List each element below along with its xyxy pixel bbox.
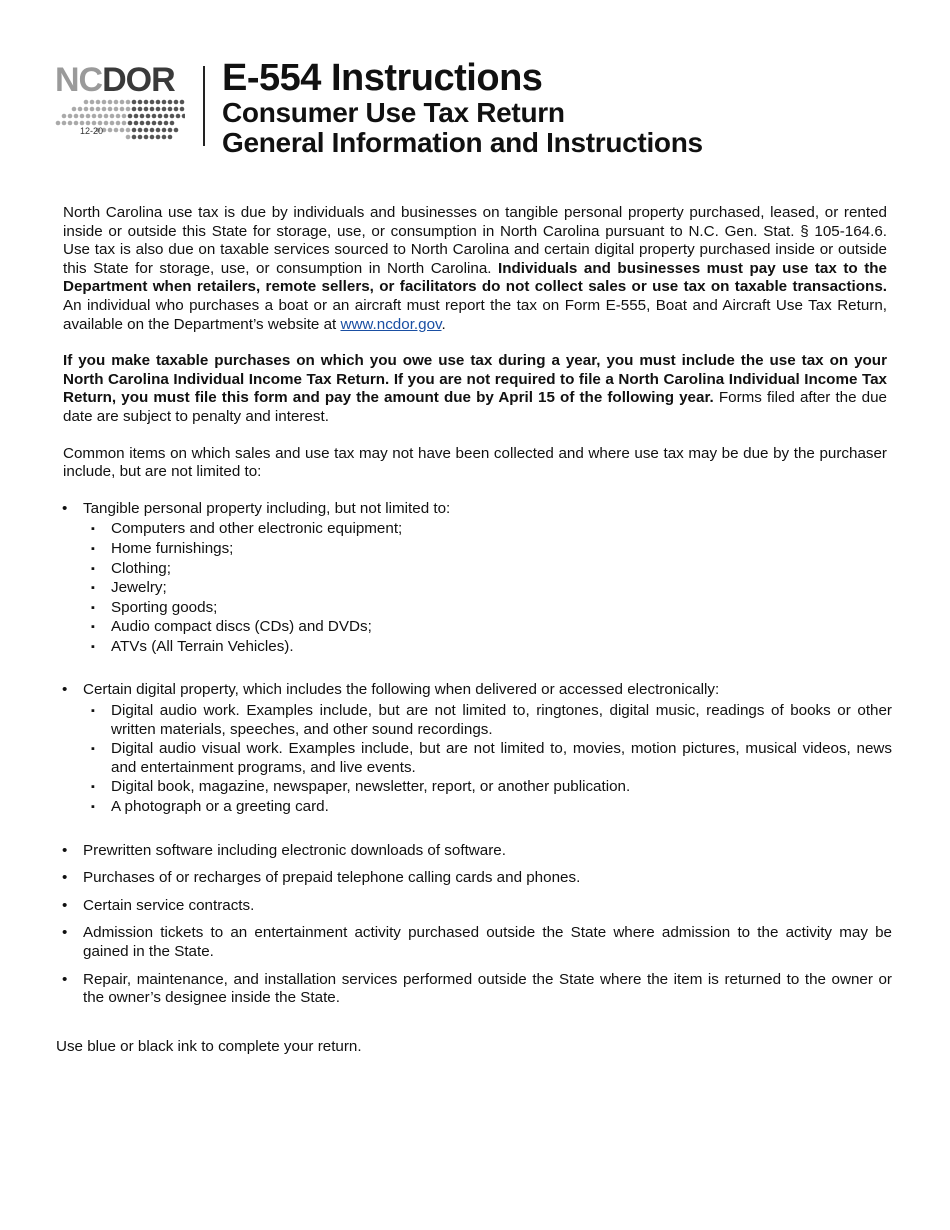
logo-dot [152,114,157,119]
sub-list-item: ▪ Computers and other electronic equipment; [83,520,892,539]
logo-dot [158,121,163,126]
logo-dot [156,107,161,112]
form-subtitle: Consumer Use Tax Return [222,97,565,128]
title-block [222,58,703,158]
logo-dot [138,135,143,140]
list-item: • Repair, maintenance, and installation services performed outside the State where the item is returned to the owner or the owner’s designee inside the State. [62,971,892,1008]
logo-dot [132,128,137,133]
logo-dot [102,100,107,105]
logo-dot [162,107,167,112]
logo-dot [132,107,137,112]
intro-end: . [441,315,446,333]
list-item-tangible [62,500,892,657]
logo-nc: NC [55,61,103,99]
logo-dot [138,107,143,112]
list-item: • Prewritten software including electronic downloads of software. [62,842,892,861]
logo-dot [126,135,131,140]
logo-dot [120,128,125,133]
logo-dot [104,114,109,119]
logo-dot [110,121,115,126]
logo-dot [182,114,185,119]
list-item: • Purchases of or recharges of prepaid telephone calling cards and phones. [62,869,892,888]
logo-dot [102,107,107,112]
logo-dot [168,128,173,133]
logo-dot [120,107,125,112]
logo-dot [164,121,169,126]
intro-text: North Carolina use tax is due by individuals and businesses on tangible personal property purchased, leased, or rented inside or outside this State for storage, use, or consumption in North Carolina pursuant to N.C. Gen. Stat. § 105-164.6. Use tax is also due on taxable services sourced to North Carolina and certain digital property purchased inside or outside this State for storage, use, or consumption in North Carolina. [63,204,887,277]
instructions-body [63,204,892,1017]
logo-dot [150,128,155,133]
logo-dot [86,114,91,119]
logo-dot [140,114,145,119]
logo-dot [114,100,119,105]
logo-dot [180,107,185,112]
logo-dot [156,100,161,105]
logo-dot [144,107,149,112]
logo-dot [98,121,103,126]
logo-dot [170,121,175,126]
logo-dot [56,121,61,126]
logo-dot [150,107,155,112]
logo-dot [116,114,121,119]
logo-dot [122,121,127,126]
sub-list-item: ▪ Digital book, magazine, newspaper, newsletter, report, or another publication. [83,778,892,797]
list-item-digital [62,681,892,816]
logo-dot [62,114,67,119]
logo-dot [156,128,161,133]
logo-dot [168,100,173,105]
sub-list-item: ▪ A photograph or a greeting card. [83,798,892,817]
ink-instruction: Use blue or black ink to complete your return. [56,1038,362,1055]
logo-dot [162,100,167,105]
logo-dot [138,100,143,105]
logo-dot [68,121,73,126]
logo-dot [158,114,163,119]
logo-dot [114,128,119,133]
logo-dot [146,114,151,119]
logo-dot [162,128,167,133]
logo-dot [132,100,137,105]
logo-dot [80,114,85,119]
sub-list-item: ▪ Clothing; [83,560,892,579]
logo-dot [108,107,113,112]
logo-dot [150,100,155,105]
logo-dot [108,128,113,133]
digital-sublist [83,702,892,817]
logo-dot [72,107,77,112]
logo-dot [96,107,101,112]
logo-dot [146,121,151,126]
logo-dot [164,114,169,119]
logo-dot [144,100,149,105]
logo-dot [126,107,131,112]
logo-dot [114,107,119,112]
logo-dot [108,100,113,105]
sub-list-item: ▪ Sporting goods; [83,599,892,618]
logo-dot [84,107,89,112]
logo-dot [180,100,185,105]
logo-dot [168,107,173,112]
sub-list-item: ▪ Audio compact discs (CDs) and DVDs; [83,618,892,637]
common-items-paragraph: Common items on which sales and use tax may not have been collected and where use tax may be due by the purchaser include, but are not limited to: [63,444,887,481]
logo-dot [68,114,73,119]
logo-wordmark [55,62,175,98]
logo-dot [176,114,181,119]
ncdor-logo [55,62,185,148]
logo-dot [134,114,139,119]
list-item-label: Tangible personal property including, but not limited to: [83,499,451,517]
items-list [62,500,892,1008]
list-item-label: Certain digital property, which includes the following when delivered or accessed electronically: [83,681,720,699]
intro-paragraph [63,204,887,334]
logo-dor: DOR [102,61,175,99]
logo-dot [92,121,97,126]
logo-dot [138,128,143,133]
filing-bold: If you make taxable purchases on which you owe use tax during a year, you must include the use tax on your North Carolina Individual Income Tax Return. If you are not required to file a North Carolina Individual Income Tax Return, you must file this form and pay the amount due by April 15 of the following year. [63,352,887,407]
logo-dot [128,114,133,119]
sub-list-item: ▪ ATVs (All Terrain Vehicles). [83,638,892,657]
sub-list-item: ▪ Home furnishings; [83,540,892,559]
logo-dot [170,114,175,119]
logo-dot [140,121,145,126]
logo-dot [174,128,179,133]
logo-dot [128,121,133,126]
logo-dot [74,121,79,126]
logo-dot [74,114,79,119]
logo-dot [80,121,85,126]
list-item: • Admission tickets to an entertainment activity purchased outside the State where admission to the activity may be gained in the State. [62,924,892,961]
filing-text: Forms filed after the due date are subject to penalty and interest. [63,389,888,425]
logo-dot [86,121,91,126]
logo-dot [126,100,131,105]
form-subtitle-2: General Information and Instructions [222,127,703,158]
nc-state-dots-icon [55,98,185,148]
logo-dot [152,121,157,126]
logo-dot [84,100,89,105]
logo-dot [110,114,115,119]
logo-dot [92,114,97,119]
sub-list-item: ▪ Digital audio visual work. Examples include, but are not limited to, movies, motion pictures, musical videos, news and entertainment programs, and live events. [83,740,892,777]
logo-dot [104,121,109,126]
filing-requirement-paragraph [63,352,887,426]
spacer [62,665,892,681]
logo-dot [90,107,95,112]
logo-dot [90,100,95,105]
form-title: E-554 Instructions [222,57,543,99]
ncdor-website-link[interactable]: www.ncdor.gov [340,315,442,333]
logo-dot [144,128,149,133]
sub-list-item: ▪ Jewelry; [83,579,892,598]
logo-dot [134,121,139,126]
logo-dot [174,100,179,105]
logo-dot [98,114,103,119]
logo-dot [132,135,137,140]
header-divider [203,66,205,146]
logo-dot [156,135,161,140]
logo-dot [162,135,167,140]
logo-dot [78,107,83,112]
intro-tail: An individual who purchases a boat or an aircraft must report the tax on Form E-555, Boat and Aircraft Use Tax Return, available on the Department’s website at [63,296,887,333]
intro-bold: Individuals and businesses must pay use tax to the Department when retailers, remote sellers, or facilitators do not collect sales or use tax on taxable transactions. [63,259,887,296]
form-revision-date: 12-20 [80,126,104,136]
sub-list-item: ▪ Digital audio work. Examples include, but are not limited to, ringtones, digital music, readings of books or other written materials, speeches, and other sound recordings. [83,702,892,739]
logo-dot [122,114,127,119]
logo-dot [174,107,179,112]
logo-dot [150,135,155,140]
logo-dot [168,135,173,140]
logo-dot [62,121,67,126]
list-item: • Certain service contracts. [62,897,892,916]
tangible-sublist [83,520,892,656]
logo-dot [96,100,101,105]
logo-dot [144,135,149,140]
spacer [62,826,892,842]
logo-dot [116,121,121,126]
logo-dot [120,100,125,105]
logo-dot [126,128,131,133]
